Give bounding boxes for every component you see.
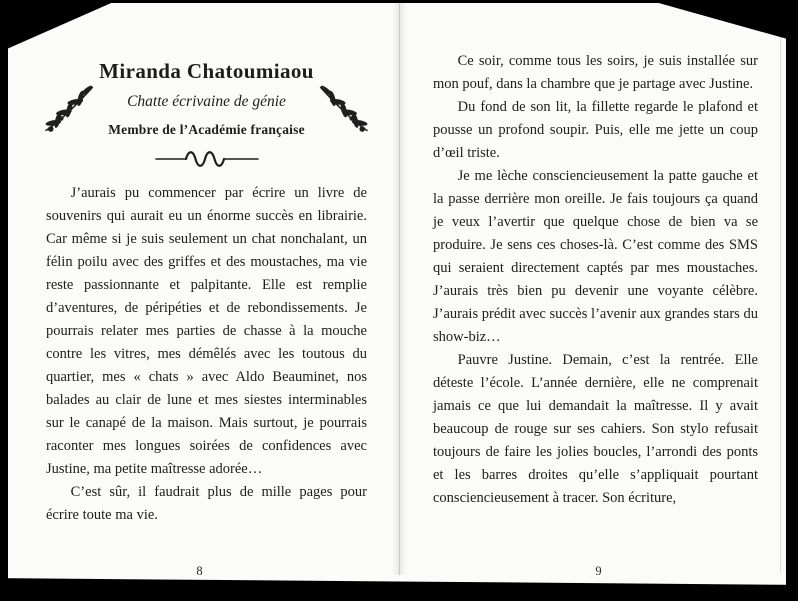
page-edge-line xyxy=(780,6,781,573)
page-gutter-line xyxy=(399,3,400,575)
paragraph: Du fond de son lit, la fillette regarde le plafond et pousse un profond soupir. Puis, elle me jette un coup d’œil triste. xyxy=(433,99,758,161)
paragraph: C’est sûr, il faudrait plus de mille pages pour écrire toute ma vie. xyxy=(46,484,367,523)
scan-edge-right xyxy=(786,0,798,601)
chapter-heading xyxy=(46,58,367,138)
page-right xyxy=(399,0,798,601)
squiggle-divider-icon xyxy=(152,150,262,168)
paragraph: Ce soir, comme tous les soirs, je suis installée sur mon pouf, dans la chambre que je partage avec Justine. xyxy=(433,53,758,92)
page-number-left: 8 xyxy=(196,564,203,578)
olive-branch-left-icon xyxy=(42,80,98,136)
page-number-right: 9 xyxy=(595,564,602,578)
olive-branch-right-icon xyxy=(315,80,371,136)
author-title: Miranda Chatoumiaou xyxy=(99,59,314,83)
paragraph: Je me lèche consciencieusement la patte gauche et la passe derrière mon oreille. Je fais toujours ça quand je veux l’avertir que quelque chose de bien va se produire. Je sens ces choses-là. C’est comme des SMS qui seraient directement captés par mes moustaches. J’aurais très bien pu devenir une voyante célèbre. J’aurais prédit avec succès l’avenir aux grandes stars du show-biz… xyxy=(433,168,758,345)
paragraph: Pauvre Justine. Demain, c’est la rentrée. Elle déteste l’école. L’année dernière, elle ne comprenait jamais ce que lui demandait la maîtresse. Il y avait beaucoup de rouge sur ses cahiers. Son stylo refusait toujours de faire les jolies boucles, l’arrondi des ponts et les barres droites qu’elle s’appliquait pourtant consciencieusement à tracer. Son écriture, xyxy=(433,352,758,506)
author-subtitle: Chatte écrivaine de génie xyxy=(127,93,286,110)
scan-edge-left xyxy=(0,0,8,601)
author-affiliation: Membre de l’Académie française xyxy=(108,122,305,137)
paragraph: J’aurais pu commencer par écrire un livre de souvenirs qui aurait eu un énorme succès en librairie. Car même si je suis seulement un chat nonchalant, un félin poilu avec des griffes et des moustaches, ma vie reste passionnante et palpitante. Elle est remplie d’aventures, de péripéties et de rebondissements. Je pourrais relater mes parties de chasse à la mouche contre les vitres, mes démêlés avec les toutous du quartier, mes « chats » avec Aldo Beauminet, nos balades au clair de lune et mes siestes interminables sur le canapé de la maison. Mais surtout, je pourrais raconter mes longues soirées de confidences avec Justine, ma petite maîtresse adorée… xyxy=(46,185,367,477)
